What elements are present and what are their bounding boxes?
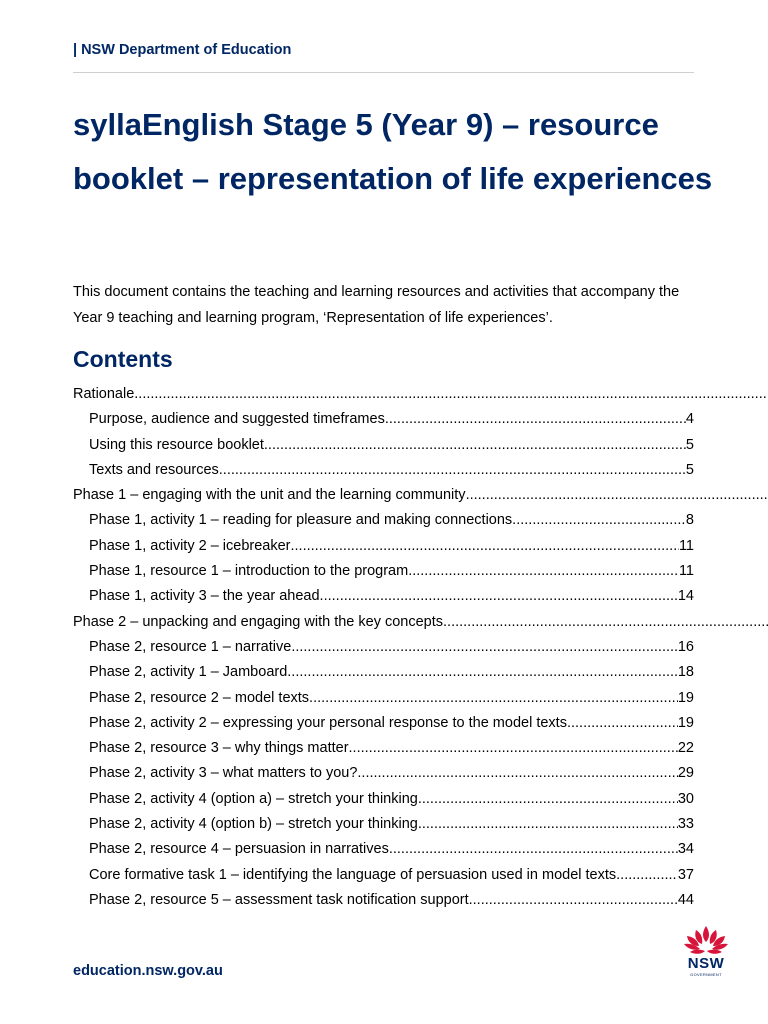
toc-entry[interactable] [73, 512, 694, 537]
document-title: syllaEnglish Stage 5 (Year 9) – resource booklet – representation of life experiences [73, 107, 713, 196]
toc-entry-page: 16 [677, 638, 694, 655]
toc-entry[interactable] [73, 462, 694, 487]
toc-leader-dots [418, 791, 678, 807]
toc-entry-label: Phase 1, activity 3 – the year ahead [89, 588, 320, 605]
toc-entry[interactable] [73, 765, 694, 790]
toc-leader-dots [385, 411, 686, 427]
toc-entry-label: Core formative task 1 – identifying the language of persuasion used in model texts [89, 866, 617, 883]
toc-entry-label: Texts and resources [89, 461, 219, 478]
toc-entry-page: 5 [685, 461, 694, 478]
toc-entry[interactable] [73, 892, 694, 917]
toc-entry[interactable] [73, 437, 694, 462]
toc-entry[interactable] [73, 791, 694, 816]
toc-entry[interactable] [73, 867, 694, 892]
intro-paragraph: This document contains the teaching and learning resources and activities that accompany the Year 9 teaching and learning program, ‘Representation of life experiences’. [73, 284, 680, 326]
toc-leader-dots [264, 437, 686, 453]
toc-leader-dots [287, 664, 678, 680]
contents-heading: Contents [73, 346, 173, 372]
toc-entry-label: Phase 2, resource 5 – assessment task notification support [89, 891, 469, 908]
logo-wordmark: NSW [687, 955, 725, 972]
toc-entry-label: Rationale [73, 386, 135, 402]
toc-entry-page: 4 [685, 411, 694, 428]
nsw-waratah-logo-icon [678, 924, 734, 980]
toc-entry-rationale[interactable] [73, 386, 768, 411]
logo-subtext: GOVERNMENT [690, 972, 722, 977]
toc-leader-dots [443, 614, 768, 630]
toc-leader-dots [219, 462, 686, 478]
toc-leader-dots [389, 841, 678, 857]
toc-entry-label: Phase 2, activity 4 (option b) – stretch your thinking [89, 816, 418, 833]
toc-entry[interactable] [73, 411, 694, 436]
toc-entry-page: 30 [677, 790, 694, 807]
toc-entry-label: Phase 2, resource 2 – model texts [89, 689, 310, 706]
toc-entry-label: Phase 2, resource 3 – why things matter [89, 740, 349, 757]
toc-leader-dots [469, 892, 678, 908]
footer-url[interactable]: education.nsw.gov.au [73, 963, 223, 979]
toc-entry-label: Phase 2, resource 1 – narrative [89, 638, 292, 655]
toc-leader-dots [408, 563, 679, 579]
toc-entry-page: 44 [677, 891, 694, 908]
toc-leader-dots [309, 690, 678, 706]
toc-entry[interactable] [73, 588, 694, 613]
toc-leader-dots [567, 715, 678, 731]
toc-leader-dots [349, 740, 678, 756]
toc-entry[interactable] [73, 664, 694, 689]
toc-entry-label: Phase 2, activity 2 – expressing your personal response to the model texts [89, 714, 567, 731]
toc-entry-label: Phase 2, activity 1 – Jamboard [89, 664, 288, 681]
toc-leader-dots [357, 765, 677, 781]
toc-entry[interactable] [73, 841, 694, 866]
toc-entry-page: 11 [678, 537, 694, 554]
toc-leader-dots [418, 816, 678, 832]
toc-entry[interactable] [73, 563, 694, 588]
toc-entry-label: Phase 2, resource 4 – persuasion in narratives [89, 841, 389, 858]
toc-entry-label: Purpose, audience and suggested timeframes [89, 411, 385, 428]
toc-entry-page: 19 [677, 689, 694, 706]
toc-entry-page: 29 [677, 765, 694, 782]
toc-entry-label: Phase 1, activity 1 – reading for pleasure and making connections [89, 512, 513, 529]
toc-entry-page: 8 [685, 512, 694, 529]
toc-entry[interactable] [73, 690, 694, 715]
toc-entry-page: 14 [677, 588, 694, 605]
toc-entry-label: Phase 2 – unpacking and engaging with the key concepts [73, 613, 444, 630]
toc-entry[interactable] [73, 740, 694, 765]
toc-leader-dots [616, 867, 678, 883]
toc-entry-page: 34 [677, 841, 694, 858]
toc-entry-page: 33 [677, 816, 694, 833]
toc-leader-dots [291, 538, 679, 554]
toc-leader-dots [134, 386, 768, 402]
toc-entry-label: Phase 2, activity 4 (option a) – stretch your thinking [89, 790, 418, 807]
toc-entry[interactable] [73, 816, 694, 841]
toc-entry-label: Phase 1 – engaging with the unit and the learning community [73, 487, 466, 504]
header-divider [73, 72, 694, 73]
header-department: | NSW Department of Education [73, 42, 292, 58]
toc-leader-dots [291, 639, 678, 655]
waratah-flower-icon [678, 924, 734, 958]
toc-entry[interactable] [73, 639, 694, 664]
toc-entry[interactable] [73, 538, 694, 563]
toc-entry-page: 5 [685, 436, 694, 453]
toc-entry-phase-1[interactable] [73, 487, 768, 512]
toc-entry-label: Phase 1, activity 2 – icebreaker [89, 537, 291, 554]
toc-leader-dots [466, 487, 768, 503]
table-of-contents [73, 386, 768, 917]
toc-entry-page: 22 [677, 740, 694, 757]
toc-entry[interactable] [73, 715, 694, 740]
toc-entry-label: Phase 2, activity 3 – what matters to you? [89, 765, 358, 782]
toc-leader-dots [320, 588, 678, 604]
toc-entry-page: 19 [677, 714, 694, 731]
toc-entry-phase-2[interactable] [73, 614, 768, 639]
toc-entry-label: Using this resource booklet [89, 436, 264, 453]
toc-entry-page: 18 [677, 664, 694, 681]
toc-entry-label: Phase 1, resource 1 – introduction to the program [89, 563, 409, 580]
toc-leader-dots [512, 512, 686, 528]
toc-entry-page: 37 [677, 866, 694, 883]
toc-entry-page: 11 [678, 563, 694, 580]
